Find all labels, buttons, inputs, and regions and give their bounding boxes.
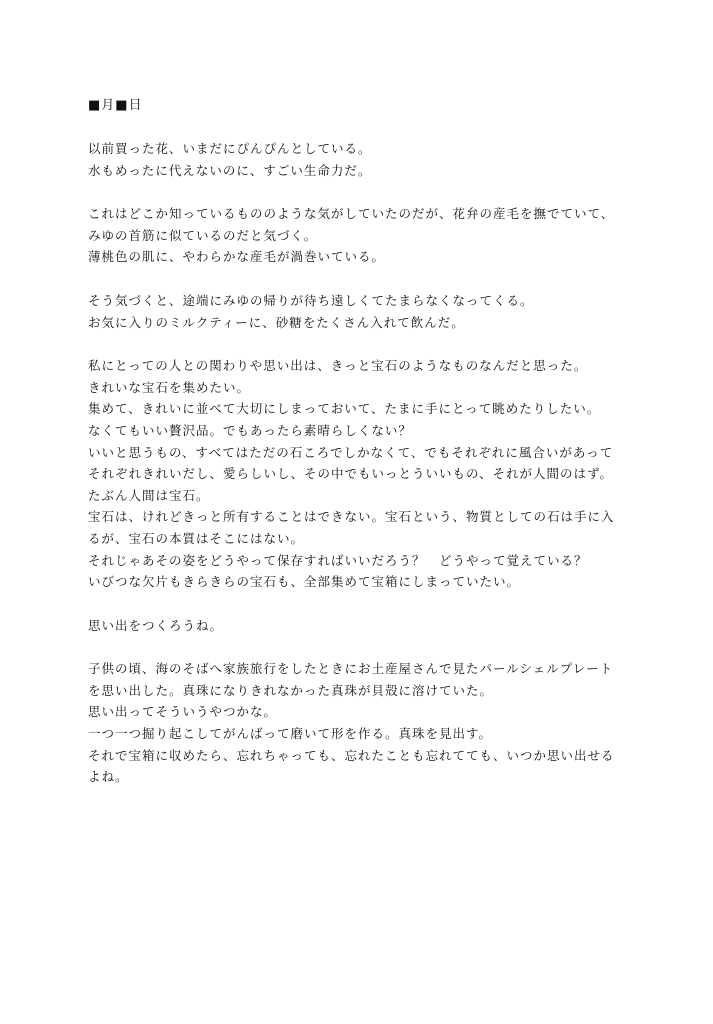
paragraph-1 [88,138,633,181]
text-line: 宝石は、けれどきっと所有することはできない。宝石という、物質としての石は手に入 [88,509,615,525]
paragraph-2 [88,203,633,268]
text-line: を思い出した。真珠になりきれなかった真珠が貝殻に溶けていた。 [88,682,494,698]
text-line: よね。 [88,769,129,785]
text-line: 以前買った花、いまだにぴんぴんとしている。 [88,141,372,156]
text-line: お気に入りのミルクティーに、砂糖をたくさん入れて飲んだ。 [88,314,465,330]
paragraph-5 [88,615,633,637]
entry-date: ■月■日 [88,98,143,113]
text-line: いびつな欠片もきらきらの宝石も、全部集めて宝箱にしまっていたい。 [88,574,521,590]
text-line: 集めて、きれいに並べて大切にしまっておいて、たまに手にとって眺めたりしたい。 [88,401,601,417]
text-line: きれいな宝石を集めたい。 [88,379,251,395]
paragraph-6 [88,658,633,788]
text-line: 思い出をつくろうね。 [88,617,224,633]
text-line: たぶん人間は宝石。 [88,487,210,503]
text-line: 薄桃色の肌に、やわらかな産毛が渦巻いている。 [88,249,386,265]
text-line: いいと思うもの、すべてはただの石ころでしかなくて、でもそれぞれに風合いがあって [88,444,614,460]
text-line: それで宝箱に収めたら、忘れちゃっても、忘れたことも忘れてても、いつか思い出せる [88,747,615,763]
text-line: 思い出ってそういうやつかな。 [88,704,278,720]
paragraph-4 [88,355,633,593]
text-line: 私にとっての人との関わりや思い出は、きっと宝石のようなものなんだと思った。 [88,358,588,374]
text-line: みゆの首筋に似ているのだと気づく。 [88,227,318,243]
text-line: 子供の頃、海のそばへ家族旅行をしたときにお土産屋さんで見たパールシェルプレート [88,661,614,677]
text-line: これはどこか知っているもののような気がしていたのだが、花弁の産毛を撫でていて、 [88,206,615,222]
text-line: それじゃあその姿をどうやって保存すればいいだろう？ どうやって覚えている？ [88,552,588,568]
text-line: それぞれきれいだし、愛らしいし、その中でもいっとういいもの、それが人間のはず。 [88,466,614,482]
diary-page [88,96,633,810]
text-line: そう気づくと、途端にみゆの帰りが待ち遠しくてたまらなくなってくる。 [88,292,534,308]
text-line: なくてもいい贅沢品。でもあったら素晴らしくない？ [88,422,412,438]
text-line: 水もめったに代えないのに、すごい生命力だ。 [88,162,372,178]
paragraph-3 [88,290,633,333]
text-line: るが、宝石の本質はそこにはない。 [88,530,305,546]
text-line: 一つ一つ掘り起こしてがんばって磨いて形を作る。真珠を見出す。 [88,726,493,742]
